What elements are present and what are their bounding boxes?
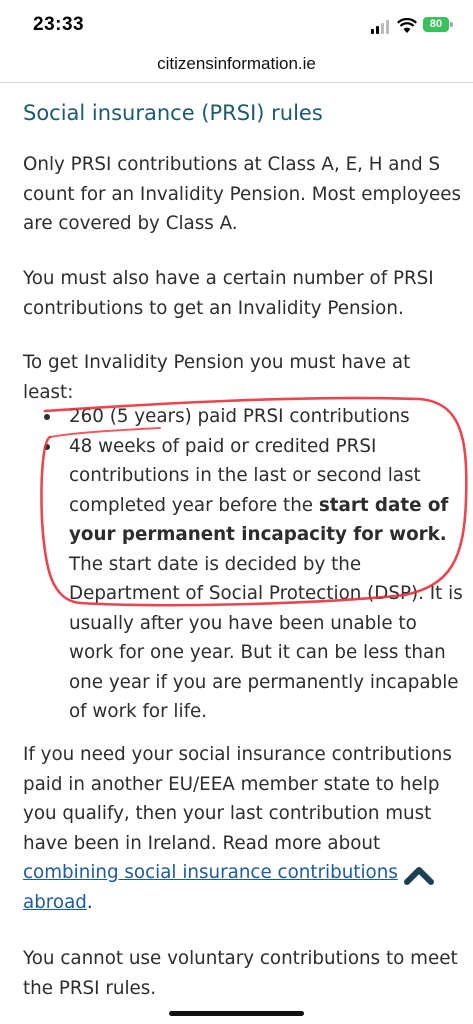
wifi-icon [397, 18, 417, 34]
battery-icon: 80 [423, 17, 449, 32]
url-text[interactable]: citizensinformation.ie [157, 54, 316, 73]
requirements-list [23, 402, 463, 727]
article-content [23, 96, 463, 999]
signal-icon [371, 20, 389, 34]
list-item: 260 (5 years) paid PRSI contributions [23, 402, 463, 432]
start-date-emphasis: start date of your permanent incapacity for work. [69, 494, 449, 545]
paragraph-at-least: To get Invalidity Pension you must have at least: [23, 352, 411, 403]
combining-contributions-link[interactable]: combining social insurance contributions abroad [23, 862, 398, 913]
list-item: 48 weeks of paid or credited PRSI contributions in the last or second last completed year before the start date of your permanent incapacity for work. The start date is decided by the Department of Social Protection (DSP). It is usually after you have been unable to work for one year. But it can be less than one year if you are permanently incapable of work for life. [23, 432, 463, 727]
paragraph-prsi-classes: Only PRSI contributions at Class A, E, H and S count for an Invalidity Pension. Most employees are covered by Class A. [23, 154, 461, 234]
paragraph-contributions: You must also have a certain number of PRSI contributions to get an Invalidity Pension. [23, 268, 434, 319]
paragraph-voluntary: You cannot use voluntary contributions to meet the PRSI rules. [23, 948, 458, 999]
paragraph-eu-contributions: If you need your social insurance contributions paid in another EU/EEA member state to help you qualify, then your last contribution must have been in Ireland. Read more about combining social insurance contributions abroad. [23, 744, 452, 913]
section-heading: Social insurance (PRSI) rules [23, 101, 323, 125]
scroll-to-top-icon[interactable] [402, 864, 436, 886]
battery-tip [450, 22, 453, 27]
clock: 23:33 [33, 14, 85, 35]
address-bar[interactable] [0, 50, 473, 83]
home-indicator[interactable] [169, 1011, 304, 1016]
status-bar [0, 0, 473, 50]
